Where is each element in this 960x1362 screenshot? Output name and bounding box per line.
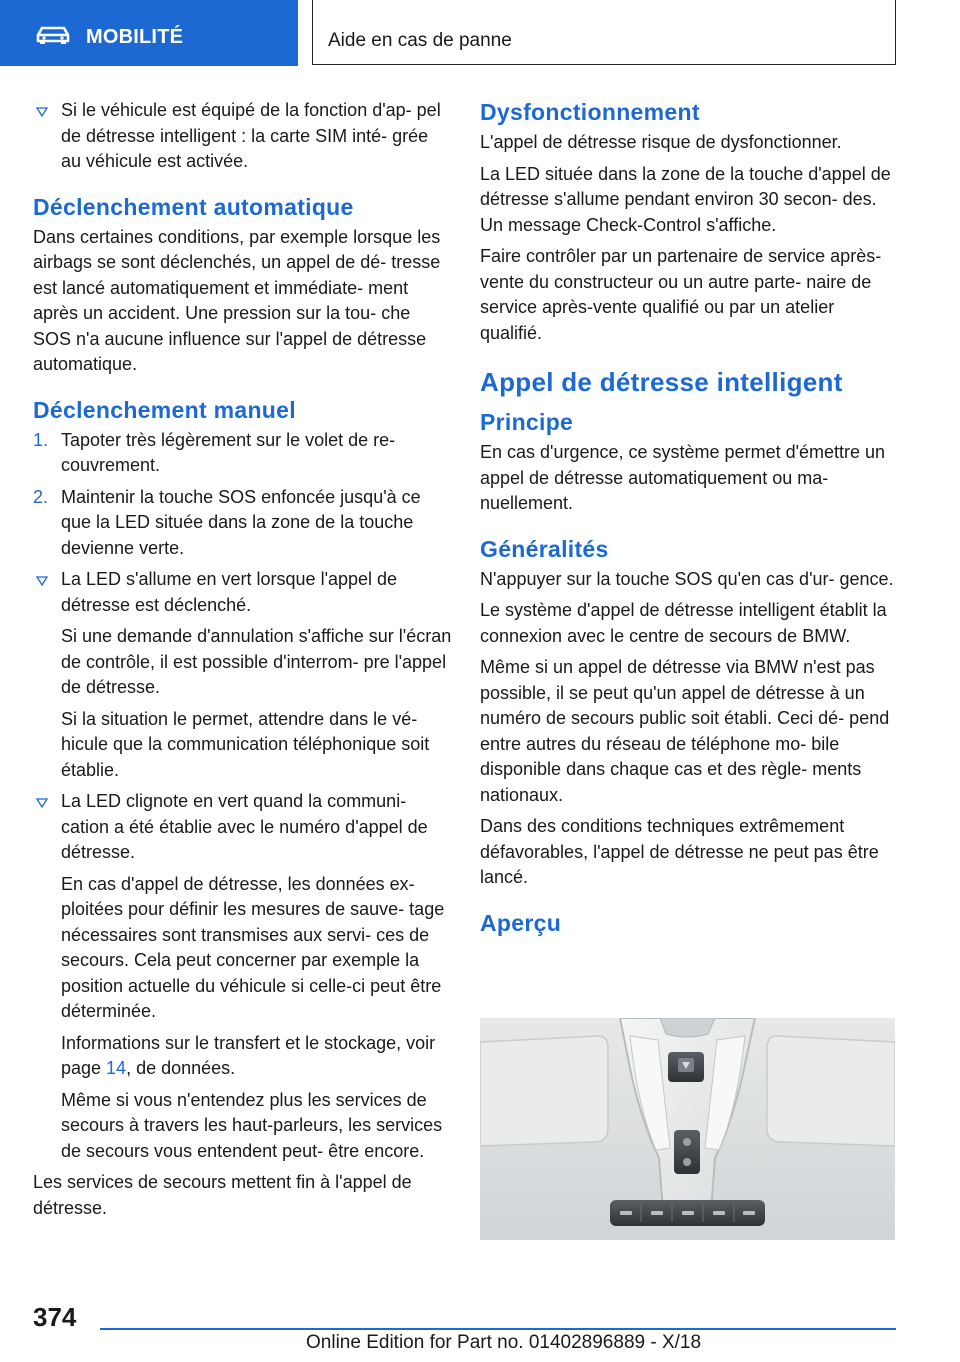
chapter-heading-intelligent: Appel de détresse intelligent — [480, 367, 843, 397]
step-number: 2. — [33, 486, 49, 507]
paragraph: Même si un appel de détresse via BMW n'est pas possible, il se peut qu'un appel de détresse à un numéro de secours public soit établi. Ceci dé- pend entre autres du réseau de téléphone mo- bile disponible dans chaque cas et des règle- ments nationaux. — [480, 657, 890, 805]
section-heading-manual: Déclenchement manuel — [33, 396, 296, 423]
triangle-bullet-icon — [36, 107, 48, 117]
list-item — [33, 428, 453, 479]
chapter-title: Aide en cas de panne — [328, 30, 512, 51]
section-heading-auto: Déclenchement automatique — [33, 193, 354, 220]
paragraph: Même si vous n'entendez plus les services de secours à travers les haut-parleurs, les services de secours vous entendent peut- être encore. — [61, 1089, 443, 1161]
paragraph: Les services de secours mettent fin à l'appel de détresse. — [33, 1172, 412, 1218]
text: , de données. — [126, 1058, 236, 1078]
section-heading-malfunction: Dysfonctionnement — [480, 99, 700, 125]
overhead-console-illustration — [480, 1018, 895, 1240]
triangle-bullet-icon — [36, 798, 48, 808]
paragraph: L'appel de détresse risque de dysfonctionner. — [480, 132, 842, 152]
step-text: Maintenir la touche SOS enfoncée jusqu'à ce que la LED située dans la zone de la touche devienne verte. — [61, 486, 421, 558]
list-item — [33, 98, 453, 175]
step-number: 1. — [33, 429, 49, 450]
section-heading-general: Généralités — [480, 535, 609, 562]
paragraph: Dans des conditions techniques extrêmement défavorables, l'appel de détresse ne peut pas être lancé. — [480, 816, 879, 887]
paragraph: La LED située dans la zone de la touche d'appel de détresse s'allume pendant environ 30 secon- des. Un message Check-Control s'affiche. — [480, 163, 891, 235]
paragraph: Le système d'appel de détresse intelligent établit la connexion avec le centre de secours de BMW. — [480, 600, 887, 646]
section-tab — [0, 0, 298, 66]
bullet-text: Si le véhicule est équipé de la fonction d'ap- pel de détresse intelligent : la carte SIM inté- grée au véhicule est activée. — [61, 100, 441, 171]
paragraph: En cas d'appel de détresse, les données ex- ploitées pour définir les mesures de sauve- tage nécessaires sont transmises aux servi- ces de secours. Cela peut concerner par exemple la position actuelle du véhicule si celle-ci peut être déterminée. — [61, 873, 445, 1021]
paragraph: N'appuyer sur la touche SOS qu'en cas d'ur- gence. — [480, 568, 894, 589]
paragraph — [33, 1031, 453, 1082]
section-label: MOBILITÉ — [86, 26, 184, 48]
step-text: Tapoter très légèrement sur le volet de re- couvrement. — [61, 429, 396, 475]
footer-edition: Online Edition for Part no. 01402896889 - X/18 — [306, 1332, 702, 1353]
paragraph: Si la situation le permet, attendre dans le vé- hicule que la communication téléphonique soit établie. — [61, 708, 430, 780]
section-heading-overview: Aperçu — [480, 909, 562, 936]
footer-divider — [100, 1328, 896, 1330]
paragraph: Dans certaines conditions, par exemple lorsque les airbags se sont déclenchés, un appel de dé- tresse est lancé automatiquement et immédiate- ment après un accident. Une pression sur la tou- che SOS n'a aucune influence sur l'appel de détresse automatique. — [33, 226, 441, 374]
car-icon — [36, 26, 70, 44]
text: Informations sur le transfert et le stockage, voir page — [61, 1032, 436, 1078]
page-link[interactable]: 14 — [106, 1058, 127, 1078]
chapter-header — [312, 0, 896, 65]
paragraph: Si une demande d'annulation s'affiche sur l'écran de contrôle, il est possible d'interrom- pre l'appel de détresse. — [61, 626, 452, 697]
paragraph: Faire contrôler par un partenaire de service après-vente du constructeur ou un autre parte- naire de service après-vente qualifié ou par un atelier qualifié. — [480, 246, 882, 343]
paragraph: En cas d'urgence, ce système permet d'émettre un appel de détresse automatiquement ou ma- nuellement. — [480, 442, 886, 513]
overhead-console-photo — [480, 1018, 895, 1240]
section-heading-principle: Principe — [480, 409, 574, 435]
list-item — [33, 789, 453, 866]
triangle-bullet-icon — [36, 576, 48, 586]
page-header — [0, 0, 960, 66]
right-column — [480, 98, 898, 941]
list-item — [33, 567, 453, 618]
page-number: 374 — [33, 1302, 77, 1332]
bullet-text: La LED s'allume en vert lorsque l'appel de détresse est déclenché. — [61, 569, 398, 615]
bullet-text: La LED clignote en vert quand la communi- cation a été établie avec le numéro d'appel de détresse. — [61, 791, 428, 862]
list-item — [33, 485, 453, 562]
left-column — [33, 98, 453, 1227]
